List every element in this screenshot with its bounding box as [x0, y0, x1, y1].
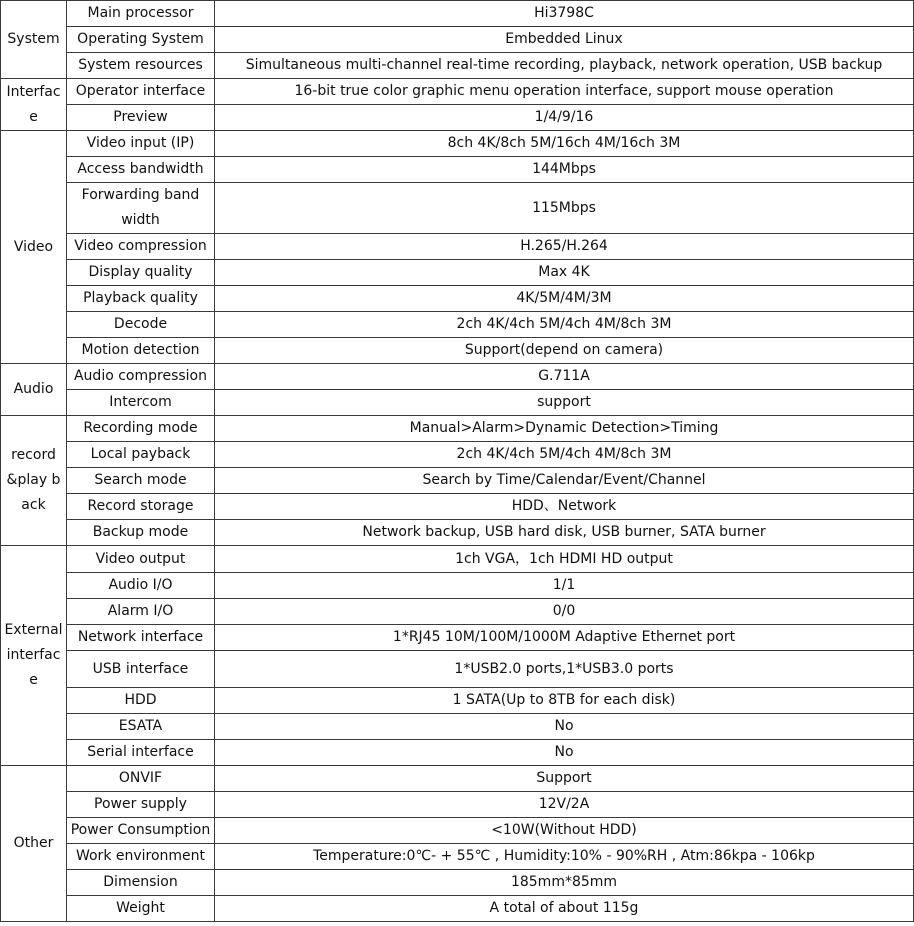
spec-label-cell: Backup mode: [67, 520, 215, 546]
spec-label-cell: Audio compression: [67, 364, 215, 390]
spec-value-cell: 1/4/9/16: [215, 105, 914, 131]
spec-label-cell: Search mode: [67, 468, 215, 494]
spec-value-cell: 0/0: [215, 599, 914, 625]
table-row: [1, 105, 914, 131]
spec-label-cell: Access bandwidth: [67, 157, 215, 183]
spec-label-cell: Audio I/O: [67, 573, 215, 599]
spec-label-cell: Power supply: [67, 792, 215, 818]
table-row: [1, 468, 914, 494]
spec-value-cell: 1ch VGA，1ch HDMI HD output: [215, 546, 914, 573]
table-row: [1, 364, 914, 390]
spec-label-cell: Main processor: [67, 1, 215, 27]
spec-value-cell: HDD、Network: [215, 494, 914, 520]
spec-value-cell: 12V/2A: [215, 792, 914, 818]
table-row: [1, 599, 914, 625]
spec-label-cell: Video output: [67, 546, 215, 573]
spec-label-cell: System resources: [67, 53, 215, 79]
spec-value-cell: 1*USB2.0 ports,1*USB3.0 ports: [215, 651, 914, 688]
spec-value-cell: <10W(Without HDD): [215, 818, 914, 844]
spec-value-cell: A total of about 115g: [215, 896, 914, 922]
spec-value-cell: Simultaneous multi-channel real-time recording, playback, network operation, USB backup: [215, 53, 914, 79]
spec-value-cell: 1*RJ45 10M/100M/1000M Adaptive Ethernet port: [215, 625, 914, 651]
spec-label-cell: Power Consumption: [67, 818, 215, 844]
spec-value-cell: G.711A: [215, 364, 914, 390]
spec-label-cell: HDD: [67, 688, 215, 714]
category-cell: External interface: [1, 546, 67, 766]
spec-value-cell: Search by Time/Calendar/Event/Channel: [215, 468, 914, 494]
spec-label-cell: Dimension: [67, 870, 215, 896]
spec-value-cell: 185mm*85mm: [215, 870, 914, 896]
spec-value-cell: No: [215, 714, 914, 740]
table-row: [1, 442, 914, 468]
category-cell: Video: [1, 131, 67, 364]
spec-value-cell: Embedded Linux: [215, 27, 914, 53]
spec-value-cell: Max 4K: [215, 260, 914, 286]
spec-value-cell: Manual>Alarm>Dynamic Detection>Timing: [215, 416, 914, 442]
spec-label-cell: Weight: [67, 896, 215, 922]
spec-value-cell: Support: [215, 766, 914, 792]
spec-label-cell: Video compression: [67, 234, 215, 260]
table-row: [1, 131, 914, 157]
spec-value-cell: support: [215, 390, 914, 416]
table-row: [1, 157, 914, 183]
table-row: [1, 651, 914, 688]
spec-label-cell: Intercom: [67, 390, 215, 416]
table-row: [1, 792, 914, 818]
table-row: [1, 234, 914, 260]
spec-value-cell: Network backup, USB hard disk, USB burner, SATA burner: [215, 520, 914, 546]
table-row: [1, 416, 914, 442]
table-row: [1, 844, 914, 870]
spec-value-cell: 16-bit true color graphic menu operation interface, support mouse operation: [215, 79, 914, 105]
spec-label-cell: ESATA: [67, 714, 215, 740]
table-row: [1, 766, 914, 792]
spec-label-cell: Display quality: [67, 260, 215, 286]
spec-label-cell: Motion detection: [67, 338, 215, 364]
spec-value-cell: 115Mbps: [215, 183, 914, 234]
spec-label-cell: Preview: [67, 105, 215, 131]
category-cell: Audio: [1, 364, 67, 416]
spec-value-cell: 144Mbps: [215, 157, 914, 183]
category-cell: Interface: [1, 79, 67, 131]
category-cell: System: [1, 1, 67, 79]
spec-label-cell: Record storage: [67, 494, 215, 520]
spec-table-body: [1, 1, 914, 922]
spec-label-cell: Decode: [67, 312, 215, 338]
spec-label-cell: Serial interface: [67, 740, 215, 766]
spec-value-cell: 2ch 4K/4ch 5M/4ch 4M/8ch 3M: [215, 442, 914, 468]
table-row: [1, 573, 914, 599]
table-row: [1, 546, 914, 573]
spec-label-cell: Operating System: [67, 27, 215, 53]
spec-value-cell: H.265/H.264: [215, 234, 914, 260]
table-row: [1, 714, 914, 740]
spec-value-cell: 1 SATA(Up to 8TB for each disk): [215, 688, 914, 714]
table-row: [1, 183, 914, 234]
table-row: [1, 312, 914, 338]
table-row: [1, 1, 914, 27]
spec-value-cell: 1/1: [215, 573, 914, 599]
spec-label-cell: Forwarding bandwidth: [67, 183, 215, 234]
spec-label-cell: Alarm I/O: [67, 599, 215, 625]
spec-label-cell: Operator interface: [67, 79, 215, 105]
table-row: [1, 286, 914, 312]
spec-label-cell: Local payback: [67, 442, 215, 468]
table-row: [1, 870, 914, 896]
spec-value-cell: Temperature:0℃- + 55℃ , Humidity:10% - 90%RH , Atm:86kpa - 106kp: [215, 844, 914, 870]
spec-label-cell: USB interface: [67, 651, 215, 688]
table-row: [1, 740, 914, 766]
table-row: [1, 520, 914, 546]
spec-value-cell: 2ch 4K/4ch 5M/4ch 4M/8ch 3M: [215, 312, 914, 338]
spec-label-cell: Video input (IP): [67, 131, 215, 157]
table-row: [1, 390, 914, 416]
spec-value-cell: Support(depend on camera): [215, 338, 914, 364]
table-row: [1, 625, 914, 651]
table-row: [1, 260, 914, 286]
spec-label-cell: Recording mode: [67, 416, 215, 442]
spec-value-cell: Hi3798C: [215, 1, 914, 27]
spec-label-cell: Network interface: [67, 625, 215, 651]
table-row: [1, 896, 914, 922]
table-row: [1, 494, 914, 520]
table-row: [1, 79, 914, 105]
spec-label-cell: Work environment: [67, 844, 215, 870]
category-cell: record &play back: [1, 416, 67, 546]
table-row: [1, 27, 914, 53]
table-row: [1, 818, 914, 844]
spec-value-cell: 8ch 4K/8ch 5M/16ch 4M/16ch 3M: [215, 131, 914, 157]
category-cell: Other: [1, 766, 67, 922]
table-row: [1, 338, 914, 364]
spec-value-cell: No: [215, 740, 914, 766]
table-row: [1, 688, 914, 714]
spec-label-cell: ONVIF: [67, 766, 215, 792]
spec-label-cell: Playback quality: [67, 286, 215, 312]
spec-value-cell: 4K/5M/4M/3M: [215, 286, 914, 312]
table-row: [1, 53, 914, 79]
